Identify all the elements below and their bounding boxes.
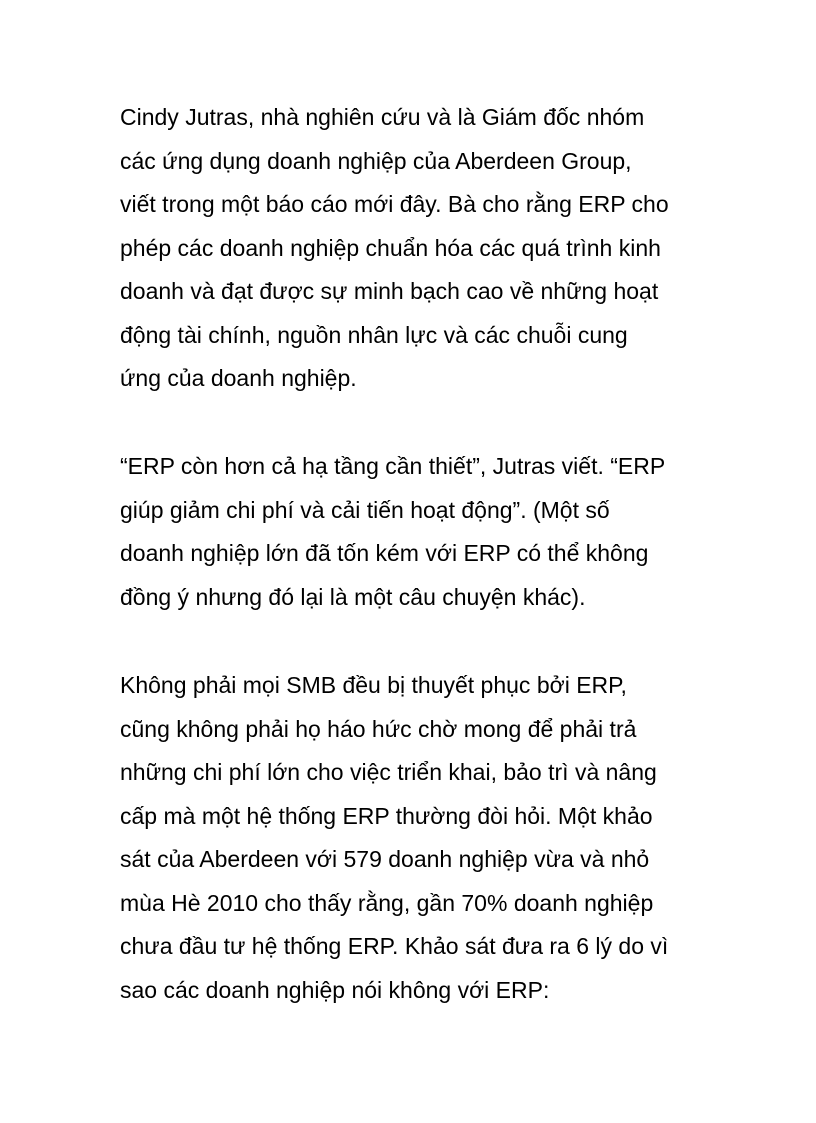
- text-line: những chi phí lớn cho việc triển khai, bảo trì và nâng: [120, 759, 657, 785]
- text-line: viết trong một báo cáo mới đây. Bà cho rằng ERP cho: [120, 191, 669, 217]
- text-line: ứng của doanh nghiệp.: [120, 365, 357, 391]
- text-line: mùa Hè 2010 cho thấy rằng, gần 70% doanh nghiệp: [120, 889, 654, 916]
- text-line: đồng ý nhưng đó lại là một câu chuyện khác).: [120, 583, 586, 610]
- text-line: sát của Aberdeen với 579 doanh nghiệp vừa và nhỏ: [120, 846, 650, 872]
- text-line: cấp mà một hệ thống ERP thường đòi hỏi. Một khảo: [120, 802, 653, 829]
- paragraph-jutras-report: [120, 96, 760, 401]
- paragraph-erp-quote: [120, 445, 760, 619]
- text-line: doanh nghiệp lớn đã tốn kém với ERP có thể không: [120, 540, 649, 566]
- text-line: sao các doanh nghiệp nói không với ERP:: [120, 976, 550, 1003]
- text-line: Cindy Jutras, nhà nghiên cứu và là Giám đốc nhóm: [120, 104, 645, 130]
- text-line: “ERP còn hơn cả hạ tầng cần thiết”, Jutras viết. “ERP: [120, 453, 666, 479]
- text-line: giúp giảm chi phí và cải tiến hoạt động”. (Một số: [120, 496, 610, 523]
- text-line: cũng không phải họ háo hức chờ mong để phải trả: [120, 715, 637, 742]
- text-line: chưa đầu tư hệ thống ERP. Khảo sát đưa ra 6 lý do vì: [120, 933, 669, 959]
- text-line: Không phải mọi SMB đều bị thuyết phục bởi ERP,: [120, 672, 627, 698]
- paragraph-smb-survey: [120, 664, 760, 1012]
- text-line: động tài chính, nguồn nhân lực và các chuỗi cung: [120, 321, 628, 348]
- text-line: doanh và đạt được sự minh bạch cao về những hoạt: [120, 278, 659, 304]
- text-line: các ứng dụng doanh nghiệp của Aberdeen Group,: [120, 147, 632, 174]
- text-line: phép các doanh nghiệp chuẩn hóa các quá trình kinh: [120, 234, 661, 261]
